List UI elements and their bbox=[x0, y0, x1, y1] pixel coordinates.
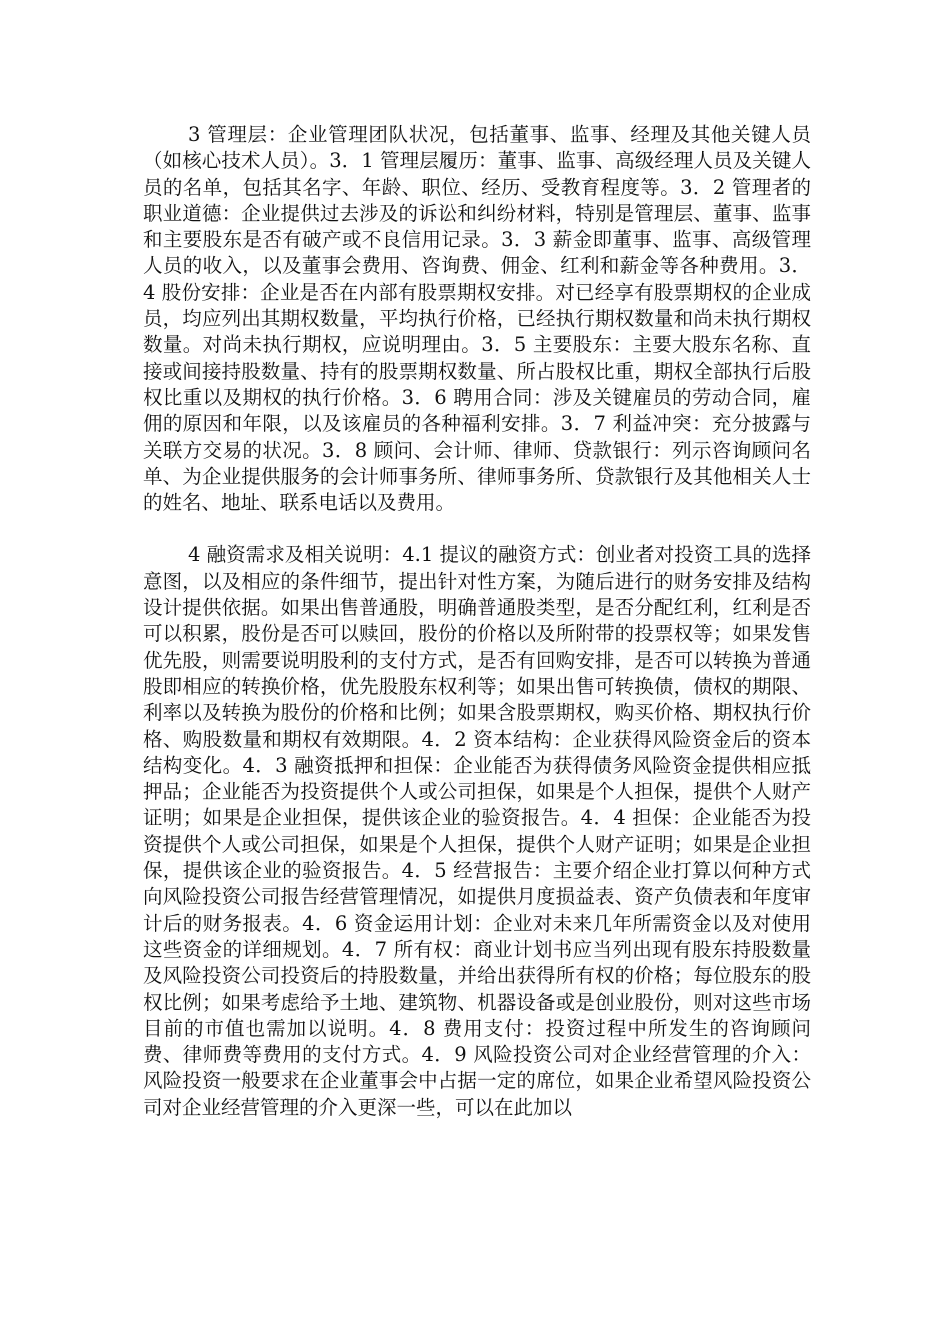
paragraph-management: 3 管理层：企业管理团队状况，包括董事、监事、经理及其他关键人员（如核心技术人员）。3．1 管理层履历：董事、监事、高级经理人员及关键人员的名单，包括其名字、年龄、职位、经历、受教育程度等。3．2 管理者的职业道德：企业提供过去涉及的诉讼和纠纷材料，特别是管理层、董事、监事和主要股东是否有破产或不良信用记录。3．3 薪金即董事、监事、高级管理人员的收入，以及董事会费用、咨询费、佣金、红利和薪金等各种费用。3．4 股份安排：企业是否在内部有股票期权安排。对已经享有股票期权的企业成员，均应列出其期权数量，平均执行价格，已经执行期权数量和尚未执行期权数量。对尚未执行期权，应说明理由。3．5 主要股东：主要大股东名称、直接或间接持股数量、持有的股票期权数量、所占股权比重，期权全部执行后股权比重以及期权的执行价格。3．6 聘用合同：涉及关键雇员的劳动合同，雇佣的原因和年限，以及该雇员的各种福利安排。3．7 利益冲突：充分披露与关联方交易的状况。3．8 顾问、会计师、律师、贷款银行：列示咨询顾问名单、为企业提供服务的会计师事务所、律师事务所、贷款银行及其他相关人士的姓名、地址、联系电话以及费用。 bbox=[143, 123, 811, 515]
paragraph-spacer bbox=[143, 516, 811, 542]
document-body bbox=[143, 122, 811, 1121]
paragraph-financing-needs: 4 融资需求及相关说明：4.1 提议的融资方式：创业者对投资工具的选择意图，以及相应的条件细节，提出针对性方案，为随后进行的财务安排及结构设计提供依据。如果出售普通股，明确普通股类型，是否分配红利，红利是否可以积累，股份是否可以赎回，股份的价格以及所附带的投票权等；如果发售优先股，则需要说明股利的支付方式，是否有回购安排，是否可以转换为普通股即相应的转换价格，优先股股东权利等；如果出售可转换债，债权的期限、利率以及转换为股份的价格和比例；如果含股票期权，购买价格、期权执行价格、购股数量和期权有效期限。4．2 资本结构：企业获得风险资金后的资本结构变化。4．3 融资抵押和担保：企业能否为获得债务风险资金提供相应抵押品；企业能否为投资提供个人或公司担保，如果是个人担保，提供个人财产证明；如果是企业担保，提供该企业的验资报告。4．4 担保：企业能否为投资提供个人或公司担保，如果是个人担保，提供个人财产证明；如果是企业担保，提供该企业的验资报告。4．5 经营报告：主要介绍企业打算以何种方式向风险投资公司报告经营管理情况，如提供月度损益表、资产负债表和年度审计后的财务报表。4．6 资金运用计划：企业对未来几年所需资金以及对使用这些资金的详细规划。4．7 所有权：商业计划书应当列出现有股东持股数量及风险投资公司投资后的持股数量，并给出获得所有权的价格；每位股东的股权比例；如果考虑给予土地、建筑物、机器设备或是创业股份，则对这些市场目前的市值也需加以说明。4．8 费用支付：投资过程中所发生的咨询顾问费、律师费等费用的支付方式。4．9 风险投资公司对企业经营管理的介入：风险投资一般要求在企业董事会中占据一定的席位，如果企业希望风险投资公司对企业经营管理的介入更深一些，可以在此加以 bbox=[143, 543, 811, 1119]
